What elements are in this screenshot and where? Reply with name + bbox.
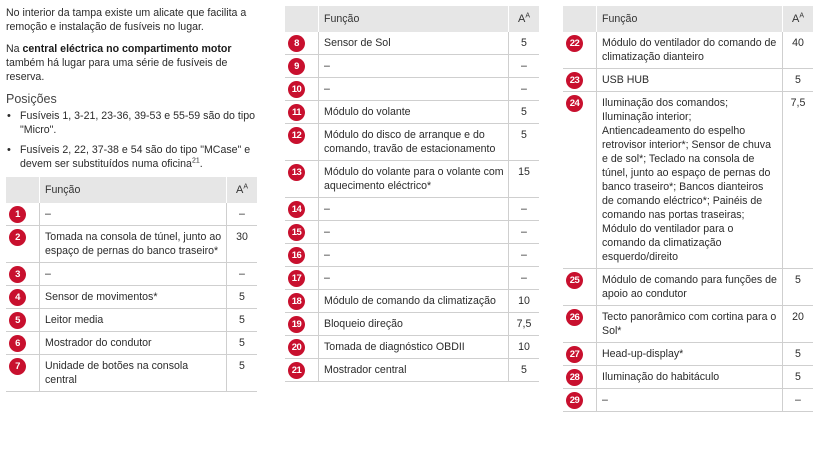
- left-column: [6, 0, 257, 392]
- fuse-number-badge: 13: [288, 164, 305, 181]
- fuse-number-badge: 8: [288, 35, 305, 52]
- fuse-function-cell: Sensor de movimentos*: [40, 286, 227, 309]
- fuse-function-cell: Head-up-display*: [597, 343, 783, 366]
- fuse-number-badge: 18: [288, 293, 305, 310]
- fuse-row: [285, 267, 539, 290]
- fuse-ampere-cell: 10: [509, 336, 540, 359]
- fuse-number-badge: 23: [566, 72, 583, 89]
- ampere-sup: A: [243, 183, 248, 191]
- fuse-number-cell: [285, 221, 319, 244]
- fuse-function-cell: –: [319, 198, 509, 221]
- fuse-ampere-cell: –: [509, 221, 540, 244]
- fuse-row: [285, 198, 539, 221]
- positions-title: Posições: [6, 92, 57, 106]
- fuse-function-cell: Mostrador do condutor: [40, 332, 227, 355]
- fuse-number-cell: [285, 55, 319, 78]
- fuse-number-cell: [563, 269, 597, 306]
- fuse-row: [285, 161, 539, 198]
- fuse-number-badge: 26: [566, 309, 583, 326]
- middle-column: [285, 0, 539, 382]
- fuse-number-badge: 6: [9, 335, 26, 352]
- fuse-number-cell: [285, 198, 319, 221]
- fuse-number-cell: [6, 286, 40, 309]
- right-column: [563, 0, 813, 412]
- fuse-number-badge: 20: [288, 339, 305, 356]
- fuse-ampere-cell: 5: [783, 366, 814, 389]
- fuse-ampere-cell: 10: [509, 290, 540, 313]
- fuse-table-2: [285, 6, 539, 382]
- fuse-ampere-cell: 5: [783, 69, 814, 92]
- fuse-function-cell: –: [319, 55, 509, 78]
- fuse-function-cell: Módulo do ventilador do comando de climatização dianteiro: [597, 32, 783, 69]
- number-column-header: [563, 6, 597, 32]
- intro-p2-prefix: Na: [6, 43, 23, 55]
- fuse-ampere-cell: 5: [509, 32, 540, 55]
- fuse-number-badge: 24: [566, 95, 583, 112]
- fuse-function-cell: Módulo do volante para o volante com aquecimento eléctrico*: [319, 161, 509, 198]
- positions-bullet-1: • Fusíveis 1, 3-21, 23-36, 39-53 e 55-59 são do tipo "Micro".: [6, 109, 257, 137]
- fuse-function-cell: Módulo de comando para funções de apoio ao condutor: [597, 269, 783, 306]
- fuse-number-badge: 1: [9, 206, 26, 223]
- fuse-row: [563, 306, 813, 343]
- ampere-column-header: [509, 6, 540, 32]
- fuse-row: [6, 309, 257, 332]
- fuse-ampere-cell: 20: [783, 306, 814, 343]
- ampere-label: A: [517, 13, 526, 25]
- fuse-function-cell: Tomada na consola de túnel, junto ao espaço de pernas do banco traseiro*: [40, 226, 227, 263]
- fuse-number-badge: 5: [9, 312, 26, 329]
- fuse-row: [6, 263, 257, 286]
- fuse-row: [285, 290, 539, 313]
- fuse-number-cell: [285, 101, 319, 124]
- fuse-number-badge: 27: [566, 346, 583, 363]
- footnote-ref[interactable]: 21: [191, 157, 200, 165]
- fuse-ampere-cell: 5: [227, 355, 258, 392]
- fuse-function-cell: Módulo do disco de arranque e do comando, travão de estacionamento: [319, 124, 509, 161]
- fuse-row: [285, 336, 539, 359]
- fuse-number-cell: [285, 161, 319, 198]
- fuse-row: [563, 343, 813, 366]
- fuse-ampere-cell: 7,5: [783, 92, 814, 269]
- fuse-row: [563, 366, 813, 389]
- fuse-function-cell: Mostrador central: [319, 359, 509, 382]
- fuse-number-cell: [563, 92, 597, 269]
- central-electrica-bold: central eléctrica no compartimento motor: [22, 43, 232, 55]
- ampere-column-header: [227, 177, 258, 203]
- fuse-row: [285, 124, 539, 161]
- positions-bullet-2: [6, 143, 257, 171]
- fuse-number-cell: [6, 263, 40, 286]
- fuse-function-cell: –: [597, 389, 783, 412]
- fuse-function-cell: –: [319, 244, 509, 267]
- fuse-row: [563, 32, 813, 69]
- fuse-row: [563, 269, 813, 306]
- fuse-number-cell: [563, 32, 597, 69]
- fuse-number-badge: 17: [288, 270, 305, 287]
- fuse-ampere-cell: –: [227, 263, 258, 286]
- fuse-row: [285, 78, 539, 101]
- fuse-ampere-cell: –: [509, 267, 540, 290]
- fuse-number-badge: 12: [288, 127, 305, 144]
- ampere-label: A: [791, 13, 800, 25]
- fuse-row: [563, 389, 813, 412]
- fuse-function-cell: Iluminação do habitáculo: [597, 366, 783, 389]
- function-column-header: Função: [40, 177, 227, 203]
- fuse-number-cell: [563, 343, 597, 366]
- fuse-number-badge: 14: [288, 201, 305, 218]
- number-column-header: [6, 177, 40, 203]
- fuse-row: [6, 226, 257, 263]
- number-column-header: [285, 6, 319, 32]
- fuse-row: [285, 359, 539, 382]
- fuse-ampere-cell: 7,5: [509, 313, 540, 336]
- table-header-row: [563, 6, 813, 32]
- fuse-number-badge: 7: [9, 358, 26, 375]
- fuse-ampere-cell: 5: [227, 332, 258, 355]
- fuse-ampere-cell: –: [783, 389, 814, 412]
- fuse-ampere-cell: 40: [783, 32, 814, 69]
- fuse-function-cell: –: [319, 78, 509, 101]
- fuse-ampere-cell: –: [509, 55, 540, 78]
- fuse-function-cell: Tomada de diagnóstico OBDII: [319, 336, 509, 359]
- table-header-row: [285, 6, 539, 32]
- fuse-function-cell: Tecto panorâmico com cortina para o Sol*: [597, 306, 783, 343]
- fuse-row: [285, 32, 539, 55]
- fuse-number-cell: [563, 389, 597, 412]
- fuse-number-cell: [6, 309, 40, 332]
- fuse-row: [6, 355, 257, 392]
- ampere-sup: A: [799, 12, 804, 20]
- function-column-header: Função: [319, 6, 509, 32]
- fuse-row: [285, 101, 539, 124]
- fuse-number-cell: [285, 290, 319, 313]
- fuse-ampere-cell: 30: [227, 226, 258, 263]
- fuse-function-cell: USB HUB: [597, 69, 783, 92]
- fuse-number-badge: 9: [288, 58, 305, 75]
- fuse-ampere-cell: 5: [227, 309, 258, 332]
- fuse-ampere-cell: 5: [783, 269, 814, 306]
- fuse-table-3: [563, 6, 813, 412]
- fuse-number-cell: [6, 203, 40, 226]
- fuse-row: [6, 332, 257, 355]
- fuse-function-cell: –: [40, 263, 227, 286]
- fuse-function-cell: Iluminação dos comandos; Iluminação interior; Antiencadeamento do espelho retrovisor interior*; Sensor de chuva e de sol*; Teclado na consola de túnel, junto ao espaço de pernas do banco traseiro*; Bancos dianteiros de comando eléctrico*; Painéis de comando nas portas traseiras; Módulo do ventilador para o comando da climatização esquerdo/direito: [597, 92, 783, 269]
- bullet-2-text: Fusíveis 2, 22, 37-38 e 54 são do tipo "MCase" e devem ser substituídos numa oficina: [20, 144, 251, 170]
- fuse-number-badge: 19: [288, 316, 305, 333]
- fuse-ampere-cell: 5: [227, 286, 258, 309]
- fuse-number-badge: 29: [566, 392, 583, 409]
- fuse-number-badge: 10: [288, 81, 305, 98]
- fuse-number-badge: 3: [9, 266, 26, 283]
- fuse-number-cell: [563, 69, 597, 92]
- fuse-function-cell: Módulo de comando da climatização: [319, 290, 509, 313]
- fuse-ampere-cell: –: [509, 198, 540, 221]
- fuse-number-badge: 25: [566, 272, 583, 289]
- intro-p2-suffix: também há lugar para uma série de fusíveis de reserva.: [6, 57, 228, 83]
- fuse-number-cell: [563, 306, 597, 343]
- fuse-row: [285, 244, 539, 267]
- fuse-row: [285, 313, 539, 336]
- fuse-number-cell: [285, 267, 319, 290]
- fuse-number-badge: 22: [566, 35, 583, 52]
- function-column-header: Função: [597, 6, 783, 32]
- fuse-number-badge: 2: [9, 229, 26, 246]
- fuse-function-cell: Unidade de botões na consola central: [40, 355, 227, 392]
- fuse-number-cell: [563, 366, 597, 389]
- fuse-row: [563, 69, 813, 92]
- fuse-function-cell: Leitor media: [40, 309, 227, 332]
- fuse-ampere-cell: 5: [783, 343, 814, 366]
- fuse-function-cell: –: [319, 221, 509, 244]
- fuse-number-badge: 15: [288, 224, 305, 241]
- fuse-number-badge: 16: [288, 247, 305, 264]
- fuse-ampere-cell: 5: [509, 124, 540, 161]
- fuse-row: [285, 55, 539, 78]
- fuse-function-cell: –: [319, 267, 509, 290]
- fuse-ampere-cell: –: [509, 78, 540, 101]
- fuse-number-cell: [285, 336, 319, 359]
- fuse-number-cell: [6, 355, 40, 392]
- fuse-row: [6, 203, 257, 226]
- fuse-function-cell: Módulo do volante: [319, 101, 509, 124]
- fuse-number-cell: [285, 244, 319, 267]
- fuse-ampere-cell: 5: [509, 359, 540, 382]
- ampere-sup: A: [525, 12, 530, 20]
- bullet-2-end: .: [199, 158, 203, 170]
- fuse-number-cell: [6, 226, 40, 263]
- fuse-ampere-cell: 15: [509, 161, 540, 198]
- ampere-column-header: [783, 6, 814, 32]
- ampere-label: A: [235, 184, 244, 196]
- fuse-row: [563, 92, 813, 269]
- fuse-number-cell: [285, 124, 319, 161]
- fuse-number-badge: 4: [9, 289, 26, 306]
- fuse-number-cell: [6, 332, 40, 355]
- fuse-function-cell: Bloqueio direção: [319, 313, 509, 336]
- fuse-number-badge: 11: [288, 104, 305, 121]
- table-header-row: [6, 177, 257, 203]
- fuse-number-badge: 21: [288, 362, 305, 379]
- intro-paragraph-2: [6, 42, 257, 84]
- fuse-number-cell: [285, 313, 319, 336]
- fuse-number-cell: [285, 78, 319, 101]
- fuse-function-cell: –: [40, 203, 227, 226]
- fuse-row: [6, 286, 257, 309]
- fuse-ampere-cell: –: [509, 244, 540, 267]
- intro-paragraph-1: No interior da tampa existe um alicate que facilita a remoção e instalação de fusíveis no lugar.: [6, 7, 247, 33]
- fuse-number-cell: [285, 359, 319, 382]
- fuse-table-1: [6, 177, 257, 392]
- fuse-number-cell: [285, 32, 319, 55]
- fuse-ampere-cell: 5: [509, 101, 540, 124]
- fuse-number-badge: 28: [566, 369, 583, 386]
- fuse-row: [285, 221, 539, 244]
- fuse-function-cell: Sensor de Sol: [319, 32, 509, 55]
- positions-list: [6, 109, 257, 171]
- fuse-ampere-cell: –: [227, 203, 258, 226]
